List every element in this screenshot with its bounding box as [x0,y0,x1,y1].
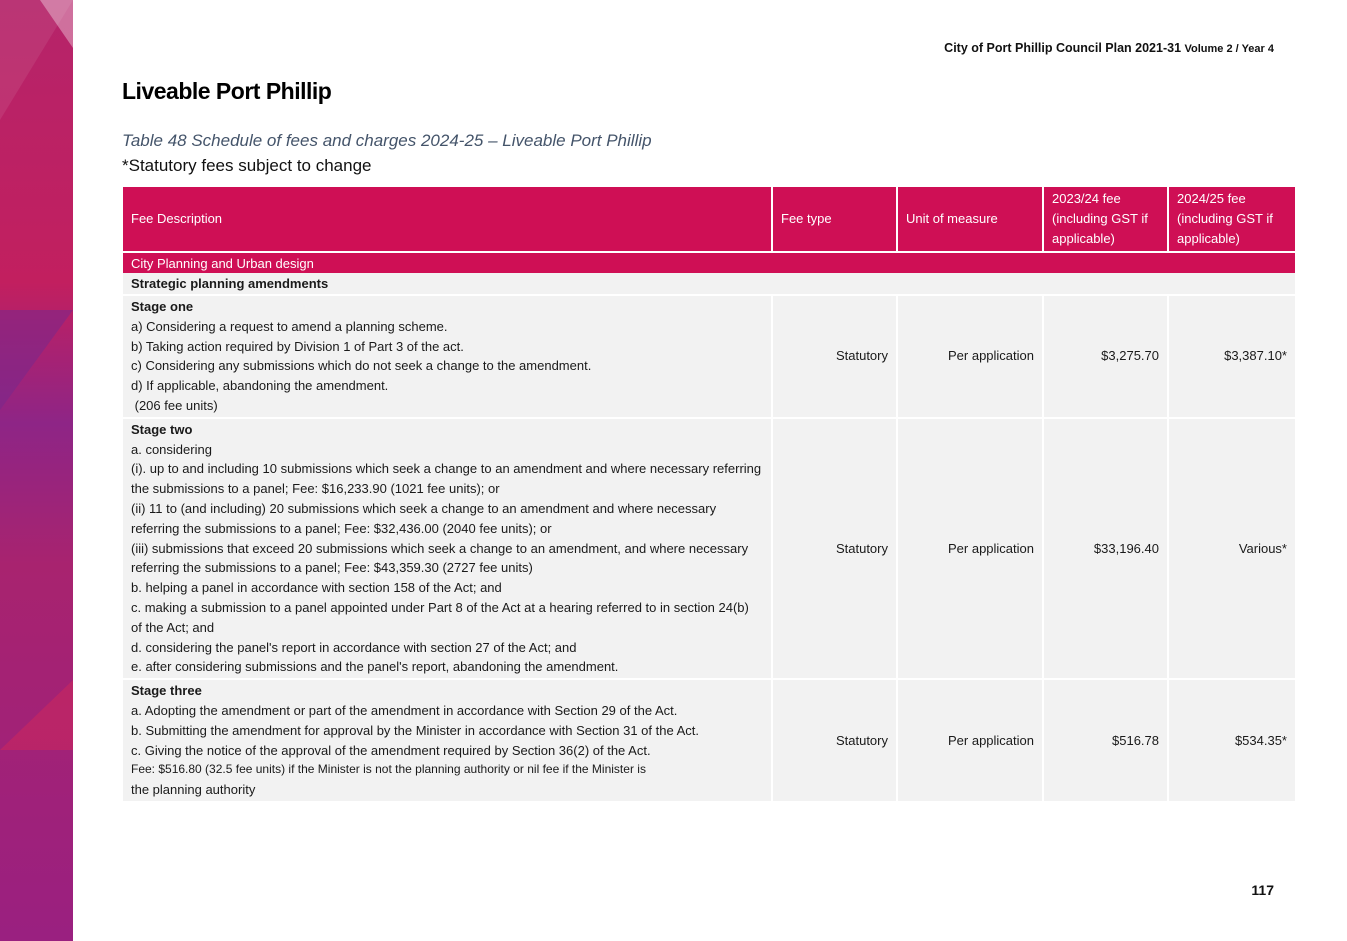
description-line: a. considering [131,441,212,457]
section-row [123,252,1295,273]
fees-table [123,187,1295,803]
fee-type: Statutory [772,295,897,418]
description-line: c. Giving the notice of the approval of the amendment required by Section 36(2) of the Act. [131,742,651,758]
description-line: d. considering the panel's report in accordance with section 27 of the Act; and [131,639,577,655]
table-row [123,295,1295,418]
stage-title: Stage one [131,299,194,314]
table-row [123,418,1295,679]
document-volume: Volume 2 / Year 4 [1184,43,1274,55]
description-line: the planning authority [131,782,256,798]
description-line: Fee: $516.80 (32.5 fee units) if the Minister is not the planning authority or nil fee if the Minister is [131,762,646,777]
description-line: (i). up to and including 10 submissions which seek a change to an amendment and where necessary referring the submissions to a panel; Fee: $16,233.90 (1021 fee units); or [131,461,762,497]
description-line: b. helping a panel in accordance with section 158 of the Act; and [131,580,502,596]
column-header-fee-type: Fee type [772,187,897,252]
description-line: b. Submitting the amendment for approval by the Minister in accordance with Section 31 of the Act. [131,722,699,738]
document-title: City of Port Phillip Council Plan 2021-31 [944,41,1182,55]
page-number: 117 [1251,882,1274,898]
page-title: Liveable Port Phillip [122,78,332,104]
stage-title: Stage three [131,683,202,699]
description-line: (iii) submissions that exceed 20 submissions which seek a change to an amendment, and where necessary referring the submissions to a panel; Fee: $43,359.30 (2727 fee units) [131,540,749,576]
fee-2023: $33,196.40 [1043,418,1168,679]
subheading-label: Strategic planning amendments [123,273,1295,295]
description-line: a. Adopting the amendment or part of the amendment in accordance with Section 29 of the Act. [131,702,678,718]
unit-of-measure: Per application [897,679,1043,802]
fee-description [123,295,772,418]
column-header-unit: Unit of measure [897,187,1043,252]
section-label: City Planning and Urban design [123,252,1295,273]
band-shape [0,680,73,750]
fee-description [123,418,772,679]
unit-of-measure: Per application [897,295,1043,418]
stage-title: Stage two [131,421,193,437]
column-header-description: Fee Description [123,187,772,252]
unit-of-measure: Per application [897,418,1043,679]
fee-2024: $3,387.10* [1168,295,1295,418]
column-header-fee-2023: 2023/24 fee (including GST if applicable) [1043,187,1168,252]
description-line: (206 fee units) [131,397,218,413]
band-shape [0,310,73,410]
fee-description [123,679,772,802]
description-line: c. making a submission to a panel appointed under Part 8 of the Act at a hearing referred to in section 24(b) of the Act; and [131,599,749,635]
description-line: e. after considering submissions and the panel's report, abandoning the amendment. [131,659,619,675]
description-line: (ii) 11 to (and including) 20 submissions which seek a change to an amendment and where necessary referring the submissions to a panel; Fee: $32,436.00 (2040 fee units); or [131,500,717,536]
table-caption: Table 48 Schedule of fees and charges 2024-25 – Liveable Port Phillip [122,131,652,150]
table-header-row [123,187,1295,252]
description-line: a) Considering a request to amend a planning scheme. [131,318,448,334]
fee-2024: $534.35* [1168,679,1295,802]
column-header-fee-2024: 2024/25 fee (including GST if applicable) [1168,187,1295,252]
fee-2024: Various* [1168,418,1295,679]
decorative-side-band [0,0,73,941]
table-row [123,679,1295,802]
fee-type: Statutory [772,418,897,679]
fee-2023: $3,275.70 [1043,295,1168,418]
description-line: b) Taking action required by Division 1 of Part 3 of the act. [131,338,464,354]
table-note: *Statutory fees subject to change [122,156,372,175]
description-line: d) If applicable, abandoning the amendment. [131,378,389,394]
fee-type: Statutory [772,679,897,802]
fee-2023: $516.78 [1043,679,1168,802]
subheading-row [123,273,1295,295]
band-shape [40,0,73,48]
description-line: c) Considering any submissions which do not seek a change to the amendment. [131,358,592,374]
document-header [944,41,1274,55]
